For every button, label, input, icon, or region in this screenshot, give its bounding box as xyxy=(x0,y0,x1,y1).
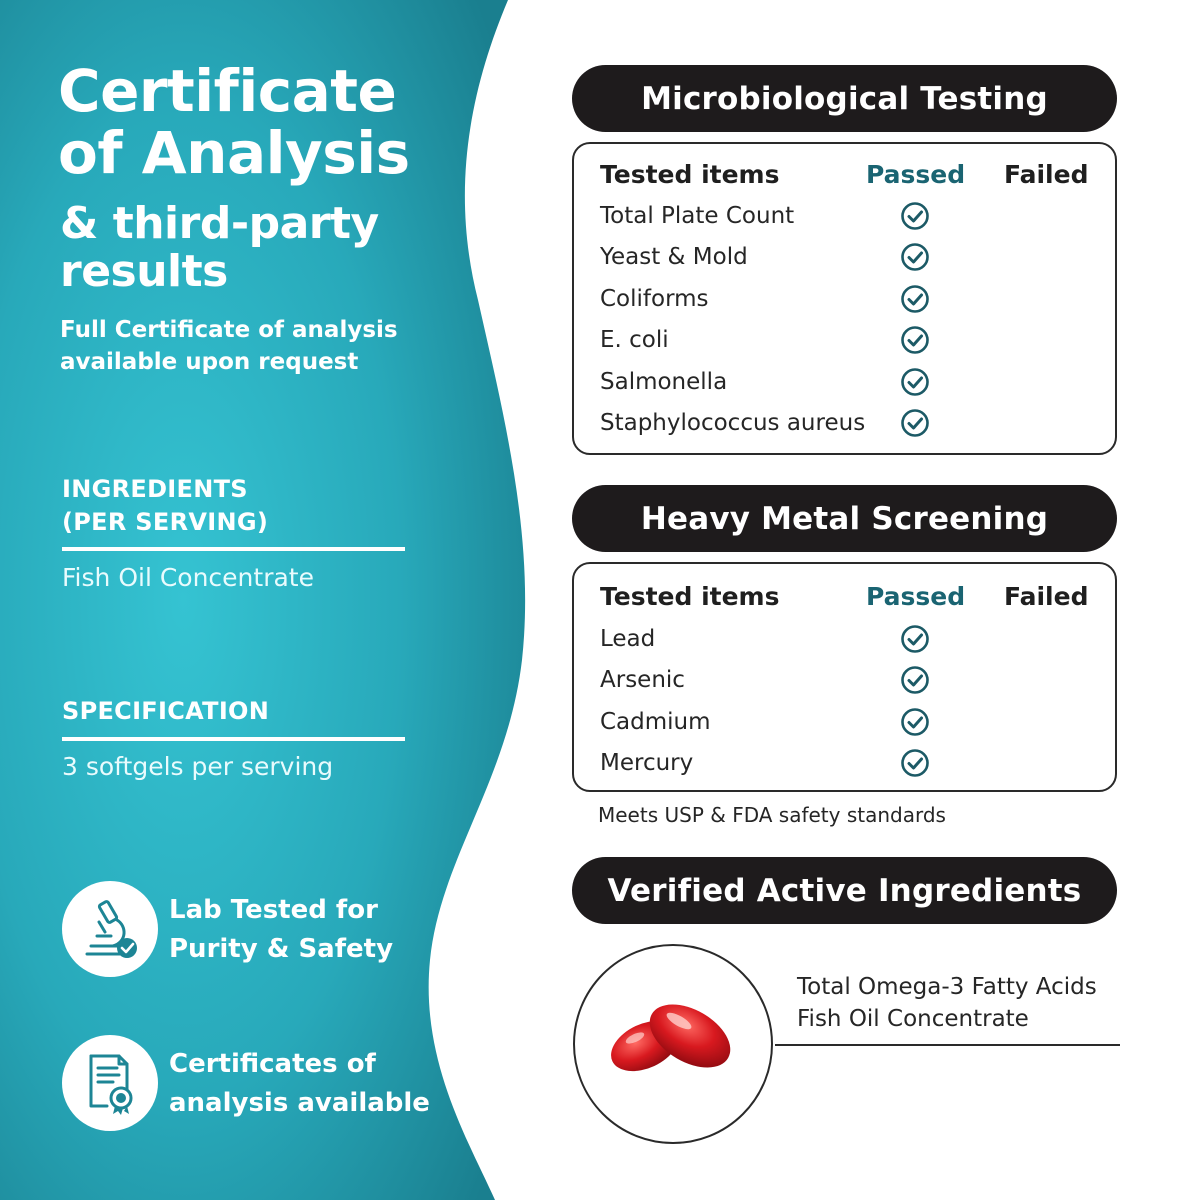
divider xyxy=(775,1044,1120,1046)
heading-line: (PER SERVING) xyxy=(62,508,269,536)
badge-line: analysis available xyxy=(169,1088,430,1118)
check-circle-icon xyxy=(900,284,930,314)
tested-item-label: Salmonella xyxy=(600,368,728,395)
title-line: results xyxy=(60,246,228,297)
table-row xyxy=(600,624,1100,654)
page-subtitle: Full Certificate of analysis available upon request xyxy=(60,317,398,375)
specification-heading: SPECIFICATION xyxy=(62,697,270,725)
badge-line: Certificates of xyxy=(169,1049,376,1079)
table-row xyxy=(600,665,1100,695)
badge-line: Purity & Safety xyxy=(169,934,394,964)
softgel-image xyxy=(573,944,773,1144)
softgel-capsules-image xyxy=(575,946,773,1144)
table-row xyxy=(600,242,1100,272)
col-header-failed: Failed xyxy=(1004,160,1089,189)
ingredients-value: Fish Oil Concentrate xyxy=(62,563,314,592)
check-circle-icon xyxy=(900,325,930,355)
tested-item-label: E. coli xyxy=(600,327,669,354)
table-row xyxy=(600,201,1100,231)
ingredient-line: Fish Oil Concentrate xyxy=(797,1006,1029,1032)
check-circle-icon xyxy=(900,624,930,654)
col-header-items: Tested items xyxy=(600,160,780,189)
check-circle-icon xyxy=(900,748,930,778)
table-row xyxy=(600,707,1100,737)
metal-results-table xyxy=(572,562,1117,792)
check-circle-icon xyxy=(900,201,930,231)
heading-line: INGREDIENTS xyxy=(62,475,248,503)
tested-item-label: Lead xyxy=(600,626,656,652)
ingredient-line: Total Omega-3 Fatty Acids xyxy=(797,974,1097,1000)
safety-note: Meets USP & FDA safety standards xyxy=(598,803,946,827)
check-circle-icon xyxy=(900,707,930,737)
micro-section-title: Microbiological Testing xyxy=(572,65,1117,132)
col-header-failed: Failed xyxy=(1004,582,1089,611)
check-circle-icon xyxy=(900,242,930,272)
check-circle-icon xyxy=(900,665,930,695)
title-line: Certificate xyxy=(58,57,397,125)
title-line: & third-party xyxy=(60,198,379,249)
tested-item-label: Staphylococcus aureus xyxy=(600,410,866,436)
col-header-passed: Passed xyxy=(866,582,966,611)
title-line: of Analysis xyxy=(58,119,410,187)
table-row xyxy=(600,367,1100,397)
metal-section-title: Heavy Metal Screening xyxy=(572,485,1117,552)
tested-item-label: Coliforms xyxy=(600,285,709,312)
specification-value: 3 softgels per serving xyxy=(62,752,334,781)
table-row xyxy=(600,408,1100,438)
tested-item-label: Total Plate Count xyxy=(600,203,795,229)
tested-item-label: Cadmium xyxy=(600,708,711,735)
table-row xyxy=(600,284,1100,314)
table-row xyxy=(600,325,1100,355)
badge-line: Lab Tested for xyxy=(169,895,378,925)
tested-item-label: Arsenic xyxy=(600,667,685,694)
micro-results-table xyxy=(572,142,1117,455)
table-row xyxy=(600,748,1100,778)
col-header-items: Tested items xyxy=(600,582,780,611)
tested-item-label: Yeast & Mold xyxy=(600,244,748,271)
tested-item-label: Mercury xyxy=(600,750,694,777)
check-circle-icon xyxy=(900,408,930,438)
verified-section-title: Verified Active Ingredients xyxy=(572,857,1117,924)
check-circle-icon xyxy=(900,367,930,397)
col-header-passed: Passed xyxy=(866,160,966,189)
